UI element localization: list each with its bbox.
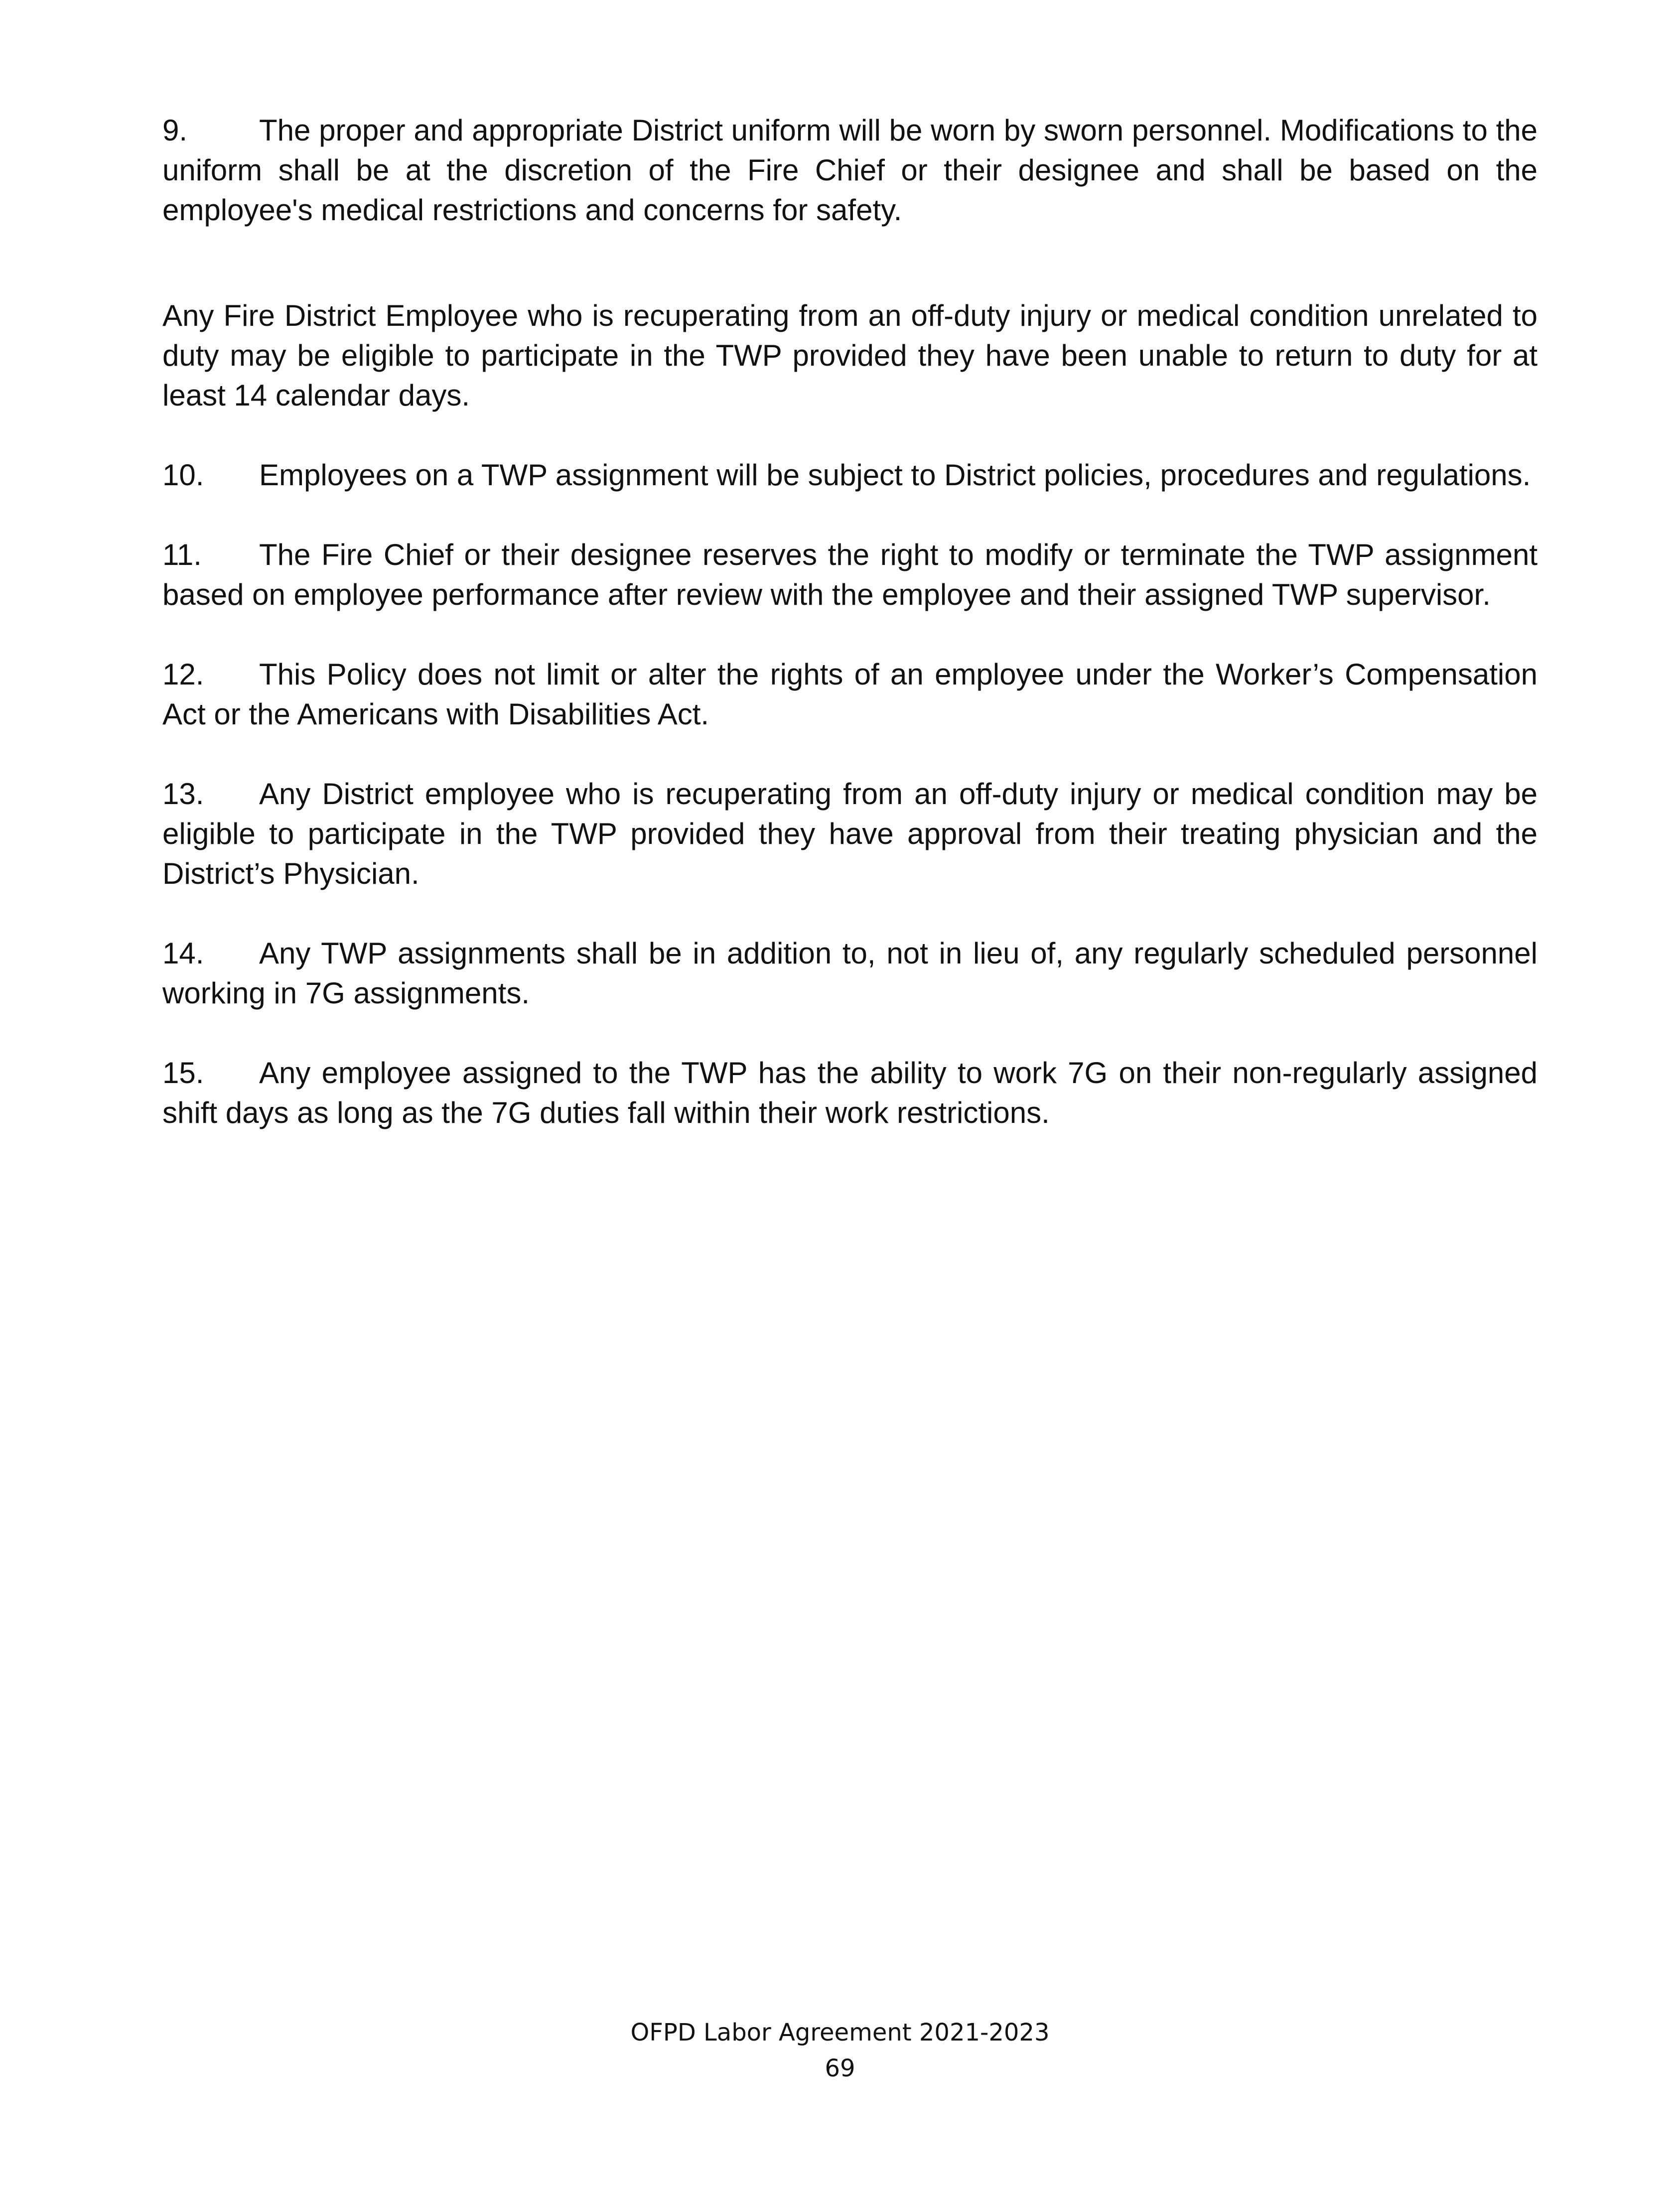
policy-item-14: [162, 934, 1538, 1013]
item-number: 15.: [162, 1056, 204, 1090]
policy-item-9: [162, 111, 1538, 230]
policy-item-15: [162, 1053, 1538, 1133]
policy-note-off-duty: [162, 296, 1538, 415]
item-number: 11.: [162, 538, 202, 571]
item-number: 9.: [162, 114, 188, 147]
policy-item-10: [162, 455, 1538, 495]
item-text: Any employee assigned to the TWP has the ability to work 7G on their non-regularly assigned shift days as long as the 7G duties fall within their work restrictions.: [162, 1056, 1538, 1129]
note-text: Any Fire District Employee who is recuperating from an off-duty injury or medical condition unrelated to duty may be eligible to participate in the TWP provided they have been unable to return to duty for at least 14 calendar days.: [162, 299, 1538, 412]
item-number: 14.: [162, 937, 204, 970]
item-text: Any District employee who is recuperating from an off-duty injury or medical condition may be eligible to participate in the TWP provided they have approval from their treating physician and the District’s Physician.: [162, 777, 1538, 890]
item-number: 12.: [162, 658, 204, 691]
item-text: The proper and appropriate District uniform will be worn by sworn personnel. Modifications to the uniform shall be at the discretion of the Fire Chief or their designee and shall be based on the employee's medical restrictions and concerns for safety.: [162, 114, 1538, 227]
policy-item-11: [162, 535, 1538, 615]
item-number: 10.: [162, 458, 204, 492]
policy-item-13: [162, 774, 1538, 894]
policy-item-12: [162, 655, 1538, 734]
item-text: Any TWP assignments shall be in addition to, not in lieu of, any regularly scheduled personnel working in 7G assignments.: [162, 937, 1538, 1010]
footer-document-title: OFPD Labor Agreement 2021-2023: [630, 2019, 1050, 2047]
footer-page-number: 69: [825, 2054, 855, 2082]
item-number: 13.: [162, 777, 204, 811]
item-text: This Policy does not limit or alter the rights of an employee under the Worker’s Compensation Act or the Americans with Disabilities Act.: [162, 658, 1538, 731]
item-text: Employees on a TWP assignment will be subject to District policies, procedures and regulations.: [259, 458, 1531, 492]
document-body: [162, 111, 1538, 1133]
item-text: The Fire Chief or their designee reserves the right to modify or terminate the TWP assignment based on employee performance after review with the employee and their assigned TWP supervisor.: [162, 538, 1538, 611]
